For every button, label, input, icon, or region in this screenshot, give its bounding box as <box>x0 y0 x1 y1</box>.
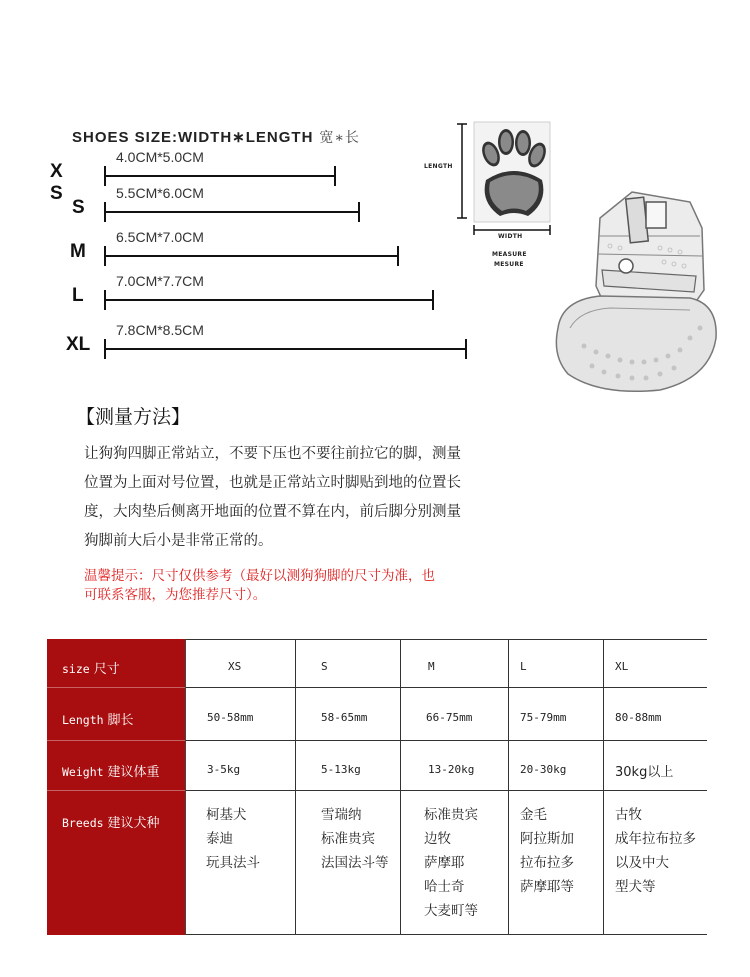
weight-cell: 5-13kg <box>321 763 361 776</box>
table-line <box>186 934 707 935</box>
length-cell: 66-75mm <box>426 711 473 724</box>
tip-line: 可联系客服，为您推荐尺寸）。 <box>84 587 267 603</box>
size-chart-title <box>72 127 360 147</box>
breed-item: 型犬等 <box>615 879 656 895</box>
size-label: XL <box>66 334 91 355</box>
table-header-column <box>47 639 186 935</box>
length-cell: 50-58mm <box>207 711 254 724</box>
breed-item: 拉布拉多 <box>520 855 574 871</box>
table-col-line <box>400 639 401 935</box>
header-breeds-cn: 建议犬种 <box>107 816 160 831</box>
length-cell: 58-65mm <box>321 711 368 724</box>
size-bar <box>104 348 467 350</box>
weight-cell: 3-5kg <box>207 763 241 776</box>
breed-item: 标准贵宾 <box>321 831 375 847</box>
header-divider <box>47 790 186 791</box>
breed-item: 标准贵宾 <box>424 807 478 823</box>
breed-list-xs <box>206 803 260 875</box>
size-label: L <box>72 285 84 306</box>
size-label: M <box>70 241 86 262</box>
width-label: WIDTH <box>498 233 523 240</box>
table-line <box>186 639 707 640</box>
size-cell: L <box>520 660 527 673</box>
breed-list-xl <box>615 803 696 899</box>
size-cell: XS <box>228 660 242 673</box>
dog-shoe-illustration <box>540 178 730 408</box>
warm-tip <box>84 567 504 605</box>
method-heading: 【测量方法】 <box>76 406 191 428</box>
breed-list-s <box>321 803 389 875</box>
size-label: S <box>72 197 85 218</box>
measure-label: MEASURE <box>492 251 527 258</box>
header-weight-cn: 建议体重 <box>107 765 160 780</box>
method-description <box>84 440 504 556</box>
size-bar <box>104 255 399 257</box>
size-dimensions: 7.8CM*8.5CM <box>116 322 204 338</box>
size-chart-title-cn: 宽∗长 <box>319 130 360 146</box>
breed-item: 萨摩耶 <box>424 855 465 871</box>
size-dimensions: 7.0CM*7.7CM <box>116 273 204 289</box>
weight-cell: 30kg以上 <box>615 765 674 780</box>
header-weight <box>47 761 186 780</box>
tip-line: 温馨提示：尺寸仅供参考（最好以测狗狗脚的尺寸为准，也 <box>84 568 435 584</box>
breed-item: 柯基犬 <box>206 807 247 823</box>
header-weight-en: Weight <box>62 765 104 779</box>
size-bar <box>104 211 360 213</box>
breed-list-m <box>424 803 478 923</box>
header-length <box>47 709 186 728</box>
size-cell: XL <box>615 660 629 673</box>
length-label: LENGTH <box>424 163 453 170</box>
breed-item: 萨摩耶等 <box>520 879 574 895</box>
breed-list-l <box>520 803 574 899</box>
breed-item: 古牧 <box>615 807 642 823</box>
size-dimensions: 5.5CM*6.0CM <box>116 185 204 201</box>
length-cell: 80-88mm <box>615 711 662 724</box>
weight-cell: 13-20kg <box>428 763 475 776</box>
breed-item: 哈士奇 <box>424 879 465 895</box>
table-line <box>186 687 707 688</box>
size-recommendation-table <box>47 639 707 935</box>
table-col-line <box>603 639 604 935</box>
breed-item: 雪瑞纳 <box>321 807 362 823</box>
size-bar <box>104 299 434 301</box>
weight-cell: 20-30kg <box>520 763 567 776</box>
table-col-line <box>508 639 509 935</box>
breed-item: 大麦町等 <box>424 903 478 919</box>
size-label: X S <box>50 161 63 204</box>
table-line <box>186 740 707 741</box>
method-line: 让狗狗四脚正常站立，不要下压也不要往前拉它的脚，测量 <box>84 446 461 462</box>
size-cell: S <box>321 660 328 673</box>
header-size-cn: 尺寸 <box>93 662 120 677</box>
breed-item: 玩具法斗 <box>206 855 260 871</box>
header-size-en: size <box>62 662 90 676</box>
table-col-line <box>295 639 296 935</box>
breed-item: 金毛 <box>520 807 547 823</box>
size-dimensions: 4.0CM*5.0CM <box>116 149 204 165</box>
breed-item: 成年拉布拉多 <box>615 831 696 847</box>
breed-item: 以及中大 <box>615 855 669 871</box>
header-breeds-en: Breeds <box>62 816 104 830</box>
header-length-en: Length <box>62 713 104 727</box>
breed-item: 边牧 <box>424 831 451 847</box>
header-divider <box>47 740 186 741</box>
size-cell: M <box>428 660 435 673</box>
method-line: 狗脚前大后小是非常正常的。 <box>84 533 273 549</box>
length-cell: 75-79mm <box>520 711 567 724</box>
breed-item: 泰迪 <box>206 831 233 847</box>
method-line: 度，大肉垫后侧离开地面的位置不算在内，前后脚分别测量 <box>84 504 461 520</box>
size-dimensions: 6.5CM*7.0CM <box>116 229 204 245</box>
size-bar <box>104 175 336 177</box>
breed-item: 法国法斗等 <box>321 855 389 871</box>
dog-shoe-icon <box>540 178 730 408</box>
method-line: 位置为上面对号位置，也就是正常站立时脚贴到地的位置长 <box>84 475 461 491</box>
header-divider <box>47 687 186 688</box>
header-right-border <box>185 639 186 935</box>
header-length-cn: 脚长 <box>107 713 134 728</box>
header-size <box>47 658 186 677</box>
header-breeds <box>47 812 186 831</box>
table-line <box>186 790 707 791</box>
mesure-label: MESURE <box>494 261 524 268</box>
breed-item: 阿拉斯加 <box>520 831 574 847</box>
size-chart-title-en: SHOES SIZE:WIDTH∗LENGTH <box>72 129 314 146</box>
